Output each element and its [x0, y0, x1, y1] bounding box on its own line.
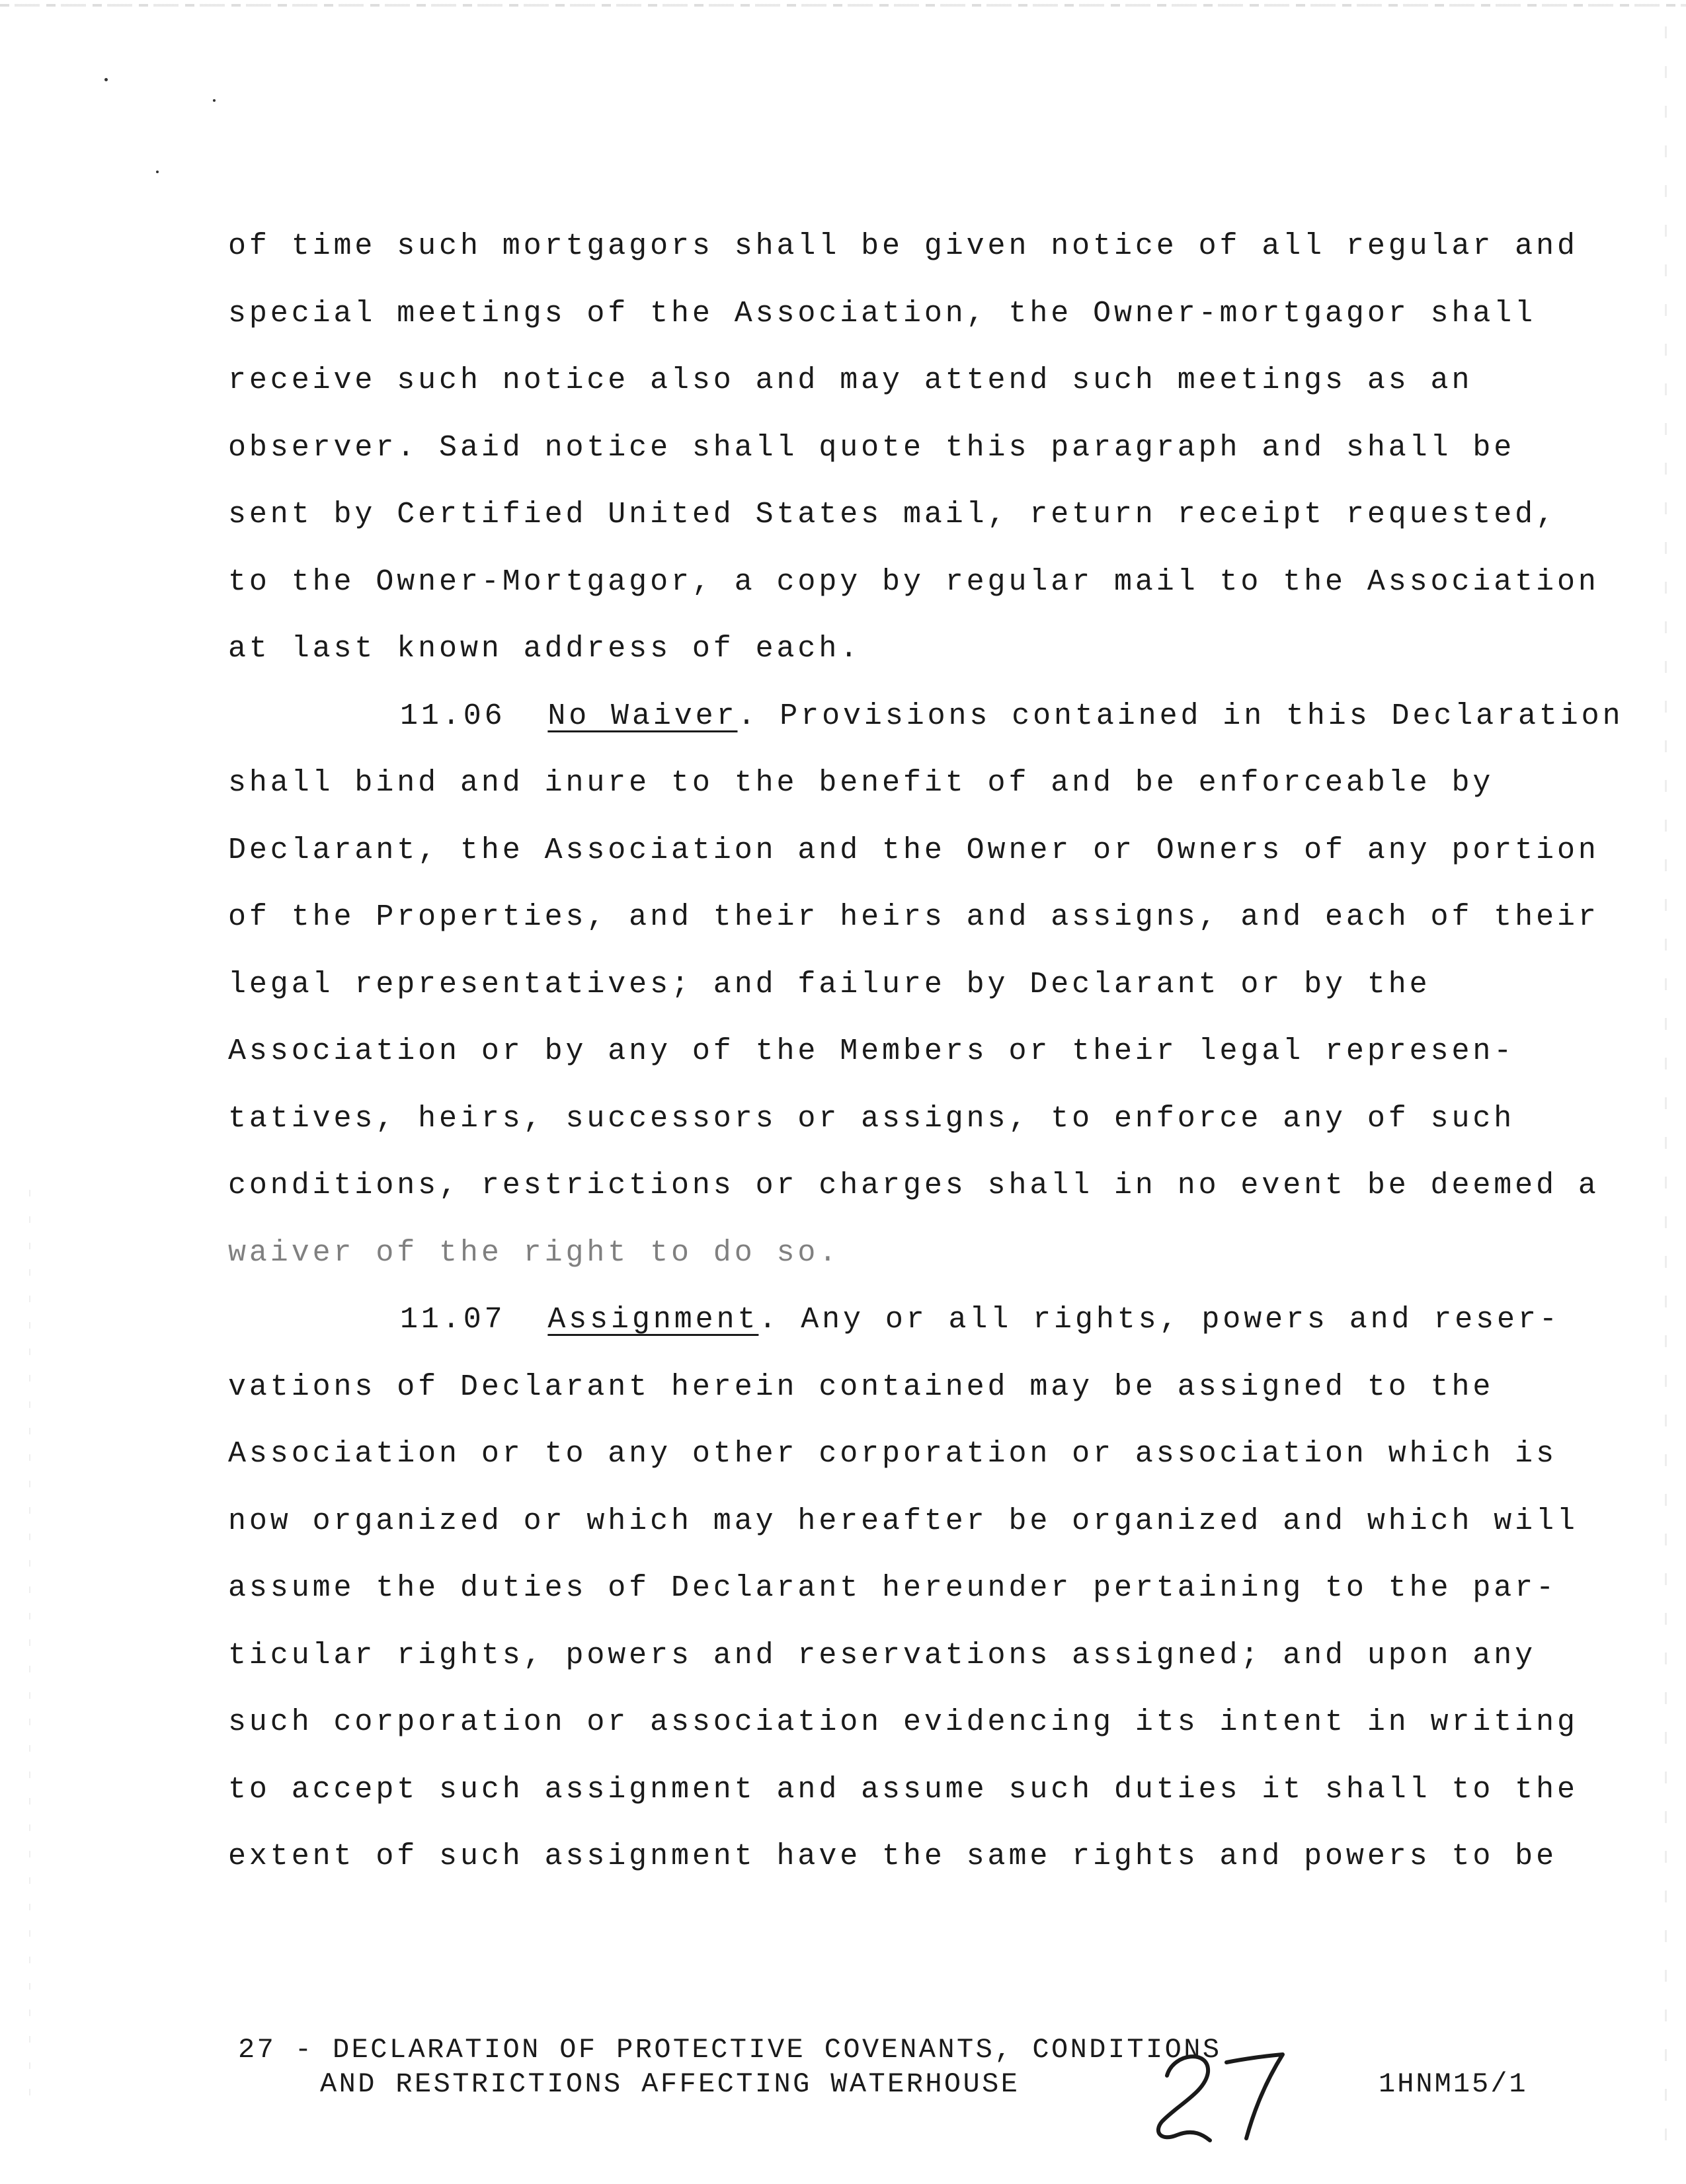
text-line: such corporation or association evidencing its intent in writing: [228, 1705, 1578, 1739]
text-line: special meetings of the Association, the Owner-mortgagor shall: [228, 296, 1537, 331]
section-heading: Assignment: [547, 1303, 759, 1337]
text-line: extent of such assignment have the same rights and powers to be: [228, 1840, 1557, 1873]
footer-title-line-2: AND RESTRICTIONS AFFECTING WATERHOUSE: [320, 2068, 1020, 2100]
scan-edge-left: [29, 1190, 30, 2115]
scan-speck: [104, 78, 108, 81]
text-line: of time such mortgagors shall be given notice of all regular and: [228, 229, 1578, 263]
scan-edge-right: [1665, 26, 1667, 2142]
section-number: 11.07: [400, 1303, 506, 1337]
document-body: [228, 213, 1624, 1891]
text-line: vations of Declarant herein contained may be assigned to the: [228, 1370, 1494, 1404]
section-number: 11.06: [400, 699, 506, 733]
text-line: observer. Said notice shall quote this paragraph and shall be: [228, 430, 1515, 465]
text-line: waiver of the right to do so.: [228, 1235, 840, 1270]
text-line: tatives, heirs, successors or assigns, to enforce any of such: [228, 1101, 1515, 1136]
text-line: sent by Certified United States mail, return receipt requested,: [228, 498, 1557, 531]
text-line: of the Properties, and their heirs and assigns, and each of their: [228, 900, 1599, 934]
scan-speck: [156, 171, 159, 173]
text-line: now organized or which may hereafter be organized and which will: [228, 1504, 1578, 1538]
text-line: to accept such assignment and assume such duties it shall to the: [228, 1772, 1578, 1807]
text-line: Association or to any other corporation or association which is: [228, 1437, 1557, 1471]
text-line: Declarant, the Association and the Owner or Owners of any portion: [228, 833, 1599, 867]
footer-line-1: [238, 2033, 1560, 2067]
document-code: 1HNM15/1: [1379, 2068, 1528, 2100]
text-line: receive such notice also and may attend such meetings as an: [228, 364, 1473, 397]
text-line: ticular rights, powers and reservations assigned; and upon any: [228, 1638, 1537, 1672]
footer-separator: -: [294, 2034, 314, 2066]
paragraph-continuation: [228, 213, 1610, 683]
text-line: Association or by any of the Members or their legal represen-: [228, 1034, 1515, 1068]
section-heading: No Waiver: [547, 699, 738, 733]
section-first-line-text: . Any or all rights, powers and reser-: [758, 1303, 1560, 1337]
handwritten-page-number: [1147, 2036, 1293, 2148]
footer-page-number: 27: [238, 2034, 276, 2066]
text-line: assume the duties of Declarant hereunder pertaining to the par-: [228, 1571, 1557, 1605]
text-line: conditions, restrictions or charges shall in no event be deemed a: [228, 1169, 1599, 1202]
text-line: legal representatives; and failure by Declarant or by the: [228, 967, 1431, 1001]
text-line: shall bind and inure to the benefit of and be enforceable by: [228, 766, 1494, 800]
section-first-line-text: . Provisions contained in this Declaration: [737, 699, 1624, 733]
section-first-line: [228, 683, 1624, 750]
section-no-waiver: [228, 683, 1624, 1287]
footer-title-line-1: DECLARATION OF PROTECTIVE COVENANTS, CONDITIONS: [333, 2034, 1222, 2066]
text-line: to the Owner-Mortgagor, a copy by regular mail to the Association: [228, 565, 1599, 599]
section-assignment: [228, 1286, 1610, 1891]
scan-edge-top: [0, 4, 1686, 7]
section-first-line: [228, 1286, 1610, 1354]
scan-speck: [213, 99, 216, 102]
page-footer: [238, 2033, 1560, 2101]
text-line: at last known address of each.: [228, 632, 862, 666]
